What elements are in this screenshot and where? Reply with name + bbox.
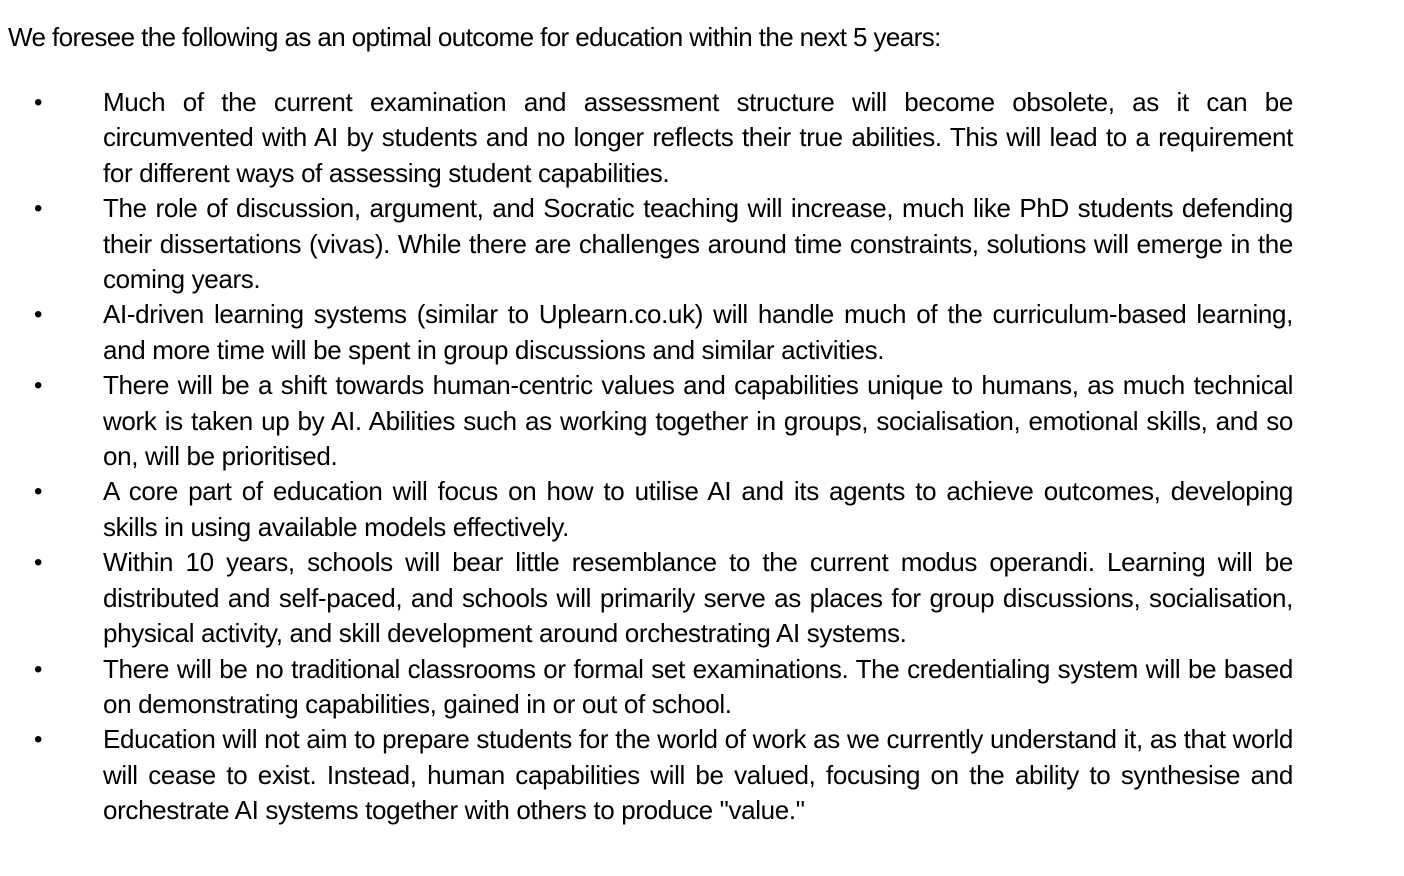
bullet-icon: • xyxy=(34,478,43,506)
bullet-icon: • xyxy=(34,549,43,577)
list-item-text: Much of the current examination and assessment structure will become obsolete, as it can be circumvented with AI by students and no longer reflects their true abilities. This will lead to a requirement for different ways of assessing student capabilities. xyxy=(103,87,1293,188)
bullet-icon: • xyxy=(34,301,43,329)
bullet-icon: • xyxy=(34,372,43,400)
bullet-icon: • xyxy=(34,89,43,116)
list-item xyxy=(0,297,1293,368)
list-item xyxy=(0,722,1293,828)
list-item-text: AI-driven learning systems (similar to Uplearn.co.uk) will handle much of the curriculum-based learning, and more time will be spent in group discussions and similar activities. xyxy=(103,299,1293,365)
outcome-list xyxy=(0,85,1404,829)
list-item-text: Within 10 years, schools will bear little resemblance to the current modus operandi. Learning will be distributed and self-paced, and schools will primarily serve as places for group discussions, socialisation, physical activity, and skill development around orchestrating AI systems. xyxy=(103,547,1293,649)
list-item xyxy=(0,85,1293,191)
list-item-text: There will be a shift towards human-centric values and capabilities unique to humans, as much technical work is taken up by AI. Abilities such as working together in groups, socialisation, emotional skills, and so on, will be prioritised. xyxy=(103,370,1293,472)
bullet-icon: • xyxy=(34,655,43,683)
bullet-icon: • xyxy=(34,726,43,754)
bullet-icon: • xyxy=(34,195,43,223)
list-item-text: There will be no traditional classrooms or formal set examinations. The credentialing system will be based on demonstrating capabilities, gained in or out of school. xyxy=(103,653,1293,719)
list-item-text: Education will not aim to prepare students for the world of work as we currently understand it, as that world will cease to exist. Instead, human capabilities will be valued, focusing on the ability to synthesise and orchestrate AI systems together with others to produce "value." xyxy=(103,724,1293,826)
list-item-text: The role of discussion, argument, and Socratic teaching will increase, much like PhD students defending their dissertations (vivas). While there are challenges around time constraints, solutions will emerge in the coming years. xyxy=(103,193,1293,295)
list-item xyxy=(0,545,1293,651)
list-item-text: A core part of education will focus on how to utilise AI and its agents to achieve outcomes, developing skills in using available models effectively. xyxy=(103,476,1293,542)
list-item xyxy=(0,652,1293,723)
list-item xyxy=(0,191,1293,297)
intro-paragraph: We foresee the following as an optimal outcome for education within the next 5 years: xyxy=(8,22,941,52)
list-item xyxy=(0,474,1293,545)
list-item xyxy=(0,368,1293,474)
